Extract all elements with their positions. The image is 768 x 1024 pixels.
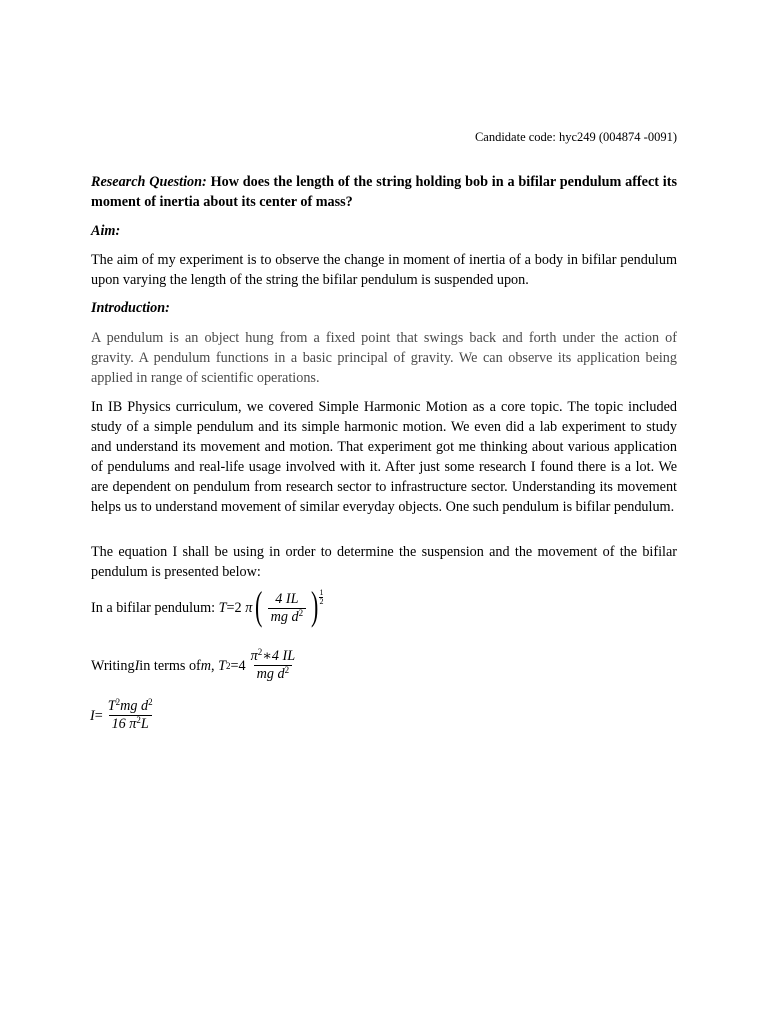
research-question-label: Research Question: (91, 174, 207, 190)
eq1-exp-den: 2 (319, 596, 324, 606)
equation-inertia (90, 698, 158, 733)
eq1-exponent (319, 589, 323, 606)
eq3-equals: = (94, 707, 103, 724)
introduction-paragraph-2: In IB Physics curriculum, we covered Simple Harmonic Motion as a core topic. The topic included study of a simple pendulum and its simple harmonic motion. We even did a lab experiment to study and understand its movement and motion. That experiment got me thinking about various application of pendulums and real-life usage involved with it. After just some research I found there is a lot. We are dependent on pendulum from research sector to infrastructure sector. Understanding its movement helps us to understand movement of similar everyday objects. One such pendulum is bifilar pendulum. (91, 399, 677, 515)
aim-paragraph: The aim of my experiment is to observe the change in moment of inertia of a body in bifilar pendulum upon varying the length of the string the bifilar pendulum is suspended upon. (91, 252, 677, 288)
eq1-fraction (268, 591, 306, 626)
eq3-den-16pi: 16 π (111, 716, 137, 732)
eq2-fraction (248, 648, 299, 683)
eq2-prefix-a: Writing (91, 657, 135, 674)
introduction-heading: Introduction: (91, 300, 170, 316)
eq2-prefix-var2: m (200, 657, 212, 674)
equation-period-formula (218, 583, 324, 628)
eq1-denominator (268, 608, 306, 626)
eq3-lhs: I (90, 707, 95, 724)
eq2-prefix-var: I (134, 657, 140, 674)
eq3-num-mgd: mg d (120, 698, 149, 714)
equation-period (91, 583, 324, 628)
eq3-num-sup2: 2 (148, 697, 153, 707)
eq3-den-l: L (140, 716, 149, 732)
introduction-paragraph-3: The equation I shall be using in order to determine the suspension and the movement of the bifilar pendulum is presented below: (91, 544, 677, 580)
eq3-fraction (105, 698, 156, 733)
aim-heading: Aim: (91, 223, 121, 239)
research-question (91, 172, 677, 212)
eq3-denominator (109, 715, 152, 733)
eq2-lhs: T (218, 657, 226, 674)
eq2-num-rest: ∗4 IL (262, 648, 296, 664)
eq3-den-sup: 2 (136, 715, 141, 725)
equation-rearranged (91, 648, 300, 683)
eq1-exp-num: 1 (319, 587, 324, 597)
eq3-num-t: T (107, 698, 116, 714)
equation-rearranged-formula: T 2 =4 $\frac{\pi^2∗4 IL}{mg d^2}$ (218, 648, 300, 683)
eq2-den-sup: 2 (284, 665, 290, 675)
eq2-equals: =4 (230, 657, 246, 674)
eq3-num-sup1: 2 (115, 697, 121, 707)
introduction-paragraph-1: A pendulum is an object hung from a fixed point that swings back and forth under the action of gravity. A pendulum functions in a basic principal of gravity. We can observe its application being applied in range of scientific operations. (91, 330, 677, 386)
eq2-prefix-b: in terms of (139, 657, 201, 674)
eq1-den-sup: 2 (298, 607, 304, 618)
eq3-numerator (105, 698, 156, 715)
eq1-equals: =2 (226, 600, 242, 616)
eq1-pi: π (245, 600, 253, 616)
eq1-lhs: T (218, 600, 227, 616)
eq1-den-text: mg d (270, 608, 299, 625)
eq2-numerator (248, 648, 299, 665)
equation-period-prefix: In a bifilar pendulum: (91, 600, 216, 616)
equation-inertia-formula (90, 698, 158, 733)
eq1-close-paren: ) (311, 583, 319, 628)
research-question-text: How does the length of the string holding bob in a bifilar pendulum affect its moment of inertia about its center of mass? (91, 174, 677, 210)
eq1-open-paren: ( (255, 583, 263, 628)
eq2-denominator (254, 665, 292, 683)
eq2-den-text: mg d (256, 666, 285, 682)
eq2-prefix-c: , (211, 657, 215, 674)
eq2-num-pi: π (250, 648, 258, 664)
eq1-numerator: 4 IL (275, 590, 299, 607)
candidate-code: Candidate code: hyc249 (004874 -0091) (474, 130, 677, 144)
eq2-num-sup: 2 (257, 647, 263, 657)
